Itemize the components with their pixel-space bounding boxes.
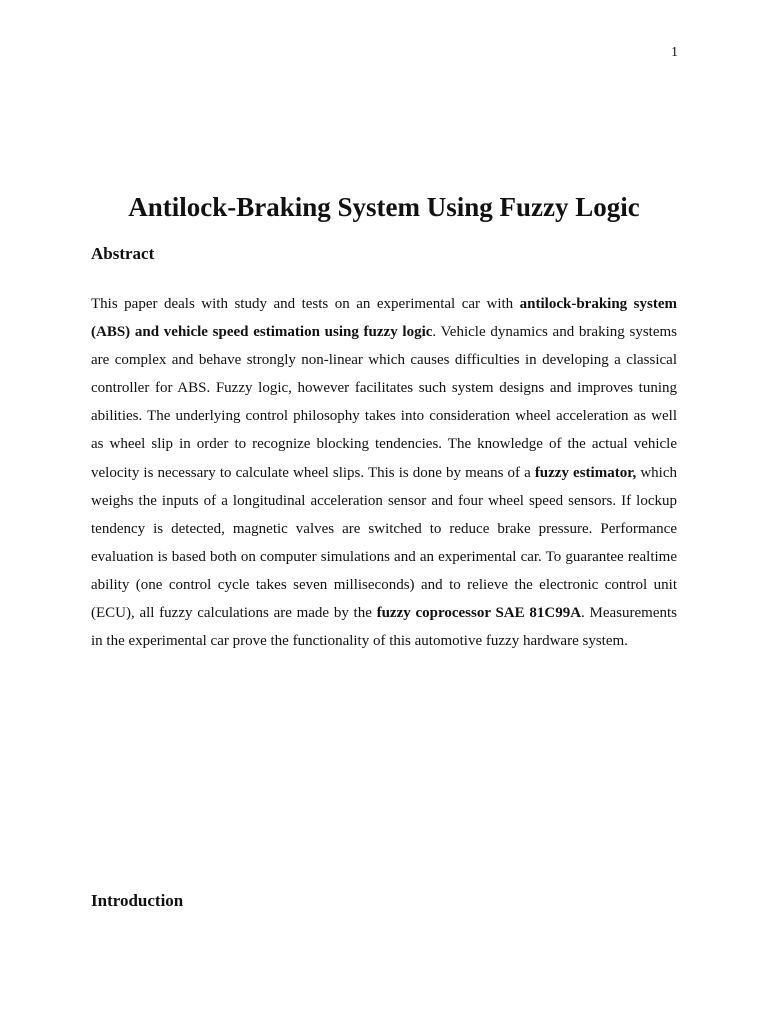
- abstract-bold-fuzzy-estimator: fuzzy estimator,: [534, 464, 637, 481]
- document-title: Antilock-Braking System Using Fuzzy Logic: [128, 192, 640, 222]
- abstract-text-1: This paper deals with study and tests on an experimental car with: [91, 296, 520, 312]
- abstract-bold-coprocessor: fuzzy coprocessor SAE 81C99A: [376, 605, 582, 622]
- introduction-heading: Introduction: [91, 891, 184, 910]
- page-number: 1: [671, 45, 678, 60]
- abstract-bold-abs-phrase: antilock-braking system (ABS) and vehicle speed estimation using fuzzy logic: [91, 296, 677, 341]
- abstract-text-4: . Measurements in the experimental car prove the functionality of this automotive fuzzy hardware system.: [91, 605, 677, 650]
- abstract-text-3: which weighs the inputs of a longitudinal acceleration sensor and four wheel speed sensors. If lockup tendency is detected, magnetic valves are switched to reduce brake pressure. Performance evaluation is based both on computer simulations and an experimental car. To guarantee realtime ability (one control cycle takes seven milliseconds) and to relieve the electronic control unit (ECU), all fuzzy calculations are made by the: [91, 464, 677, 622]
- abstract-paragraph: [91, 290, 677, 655]
- abstract-text-2: . Vehicle dynamics and braking systems are complex and behave strongly non-linear which causes difficulties in developing a classical controller for ABS. Fuzzy logic, however facilitates such system designs and improves tuning abilities. The underlying control philosophy takes into consideration wheel acceleration as well as wheel slip in order to recognize blocking tendencies. The knowledge of the actual vehicle velocity is necessary to calculate wheel slips. This is done by means of a: [91, 324, 677, 481]
- abstract-heading: Abstract: [91, 244, 155, 263]
